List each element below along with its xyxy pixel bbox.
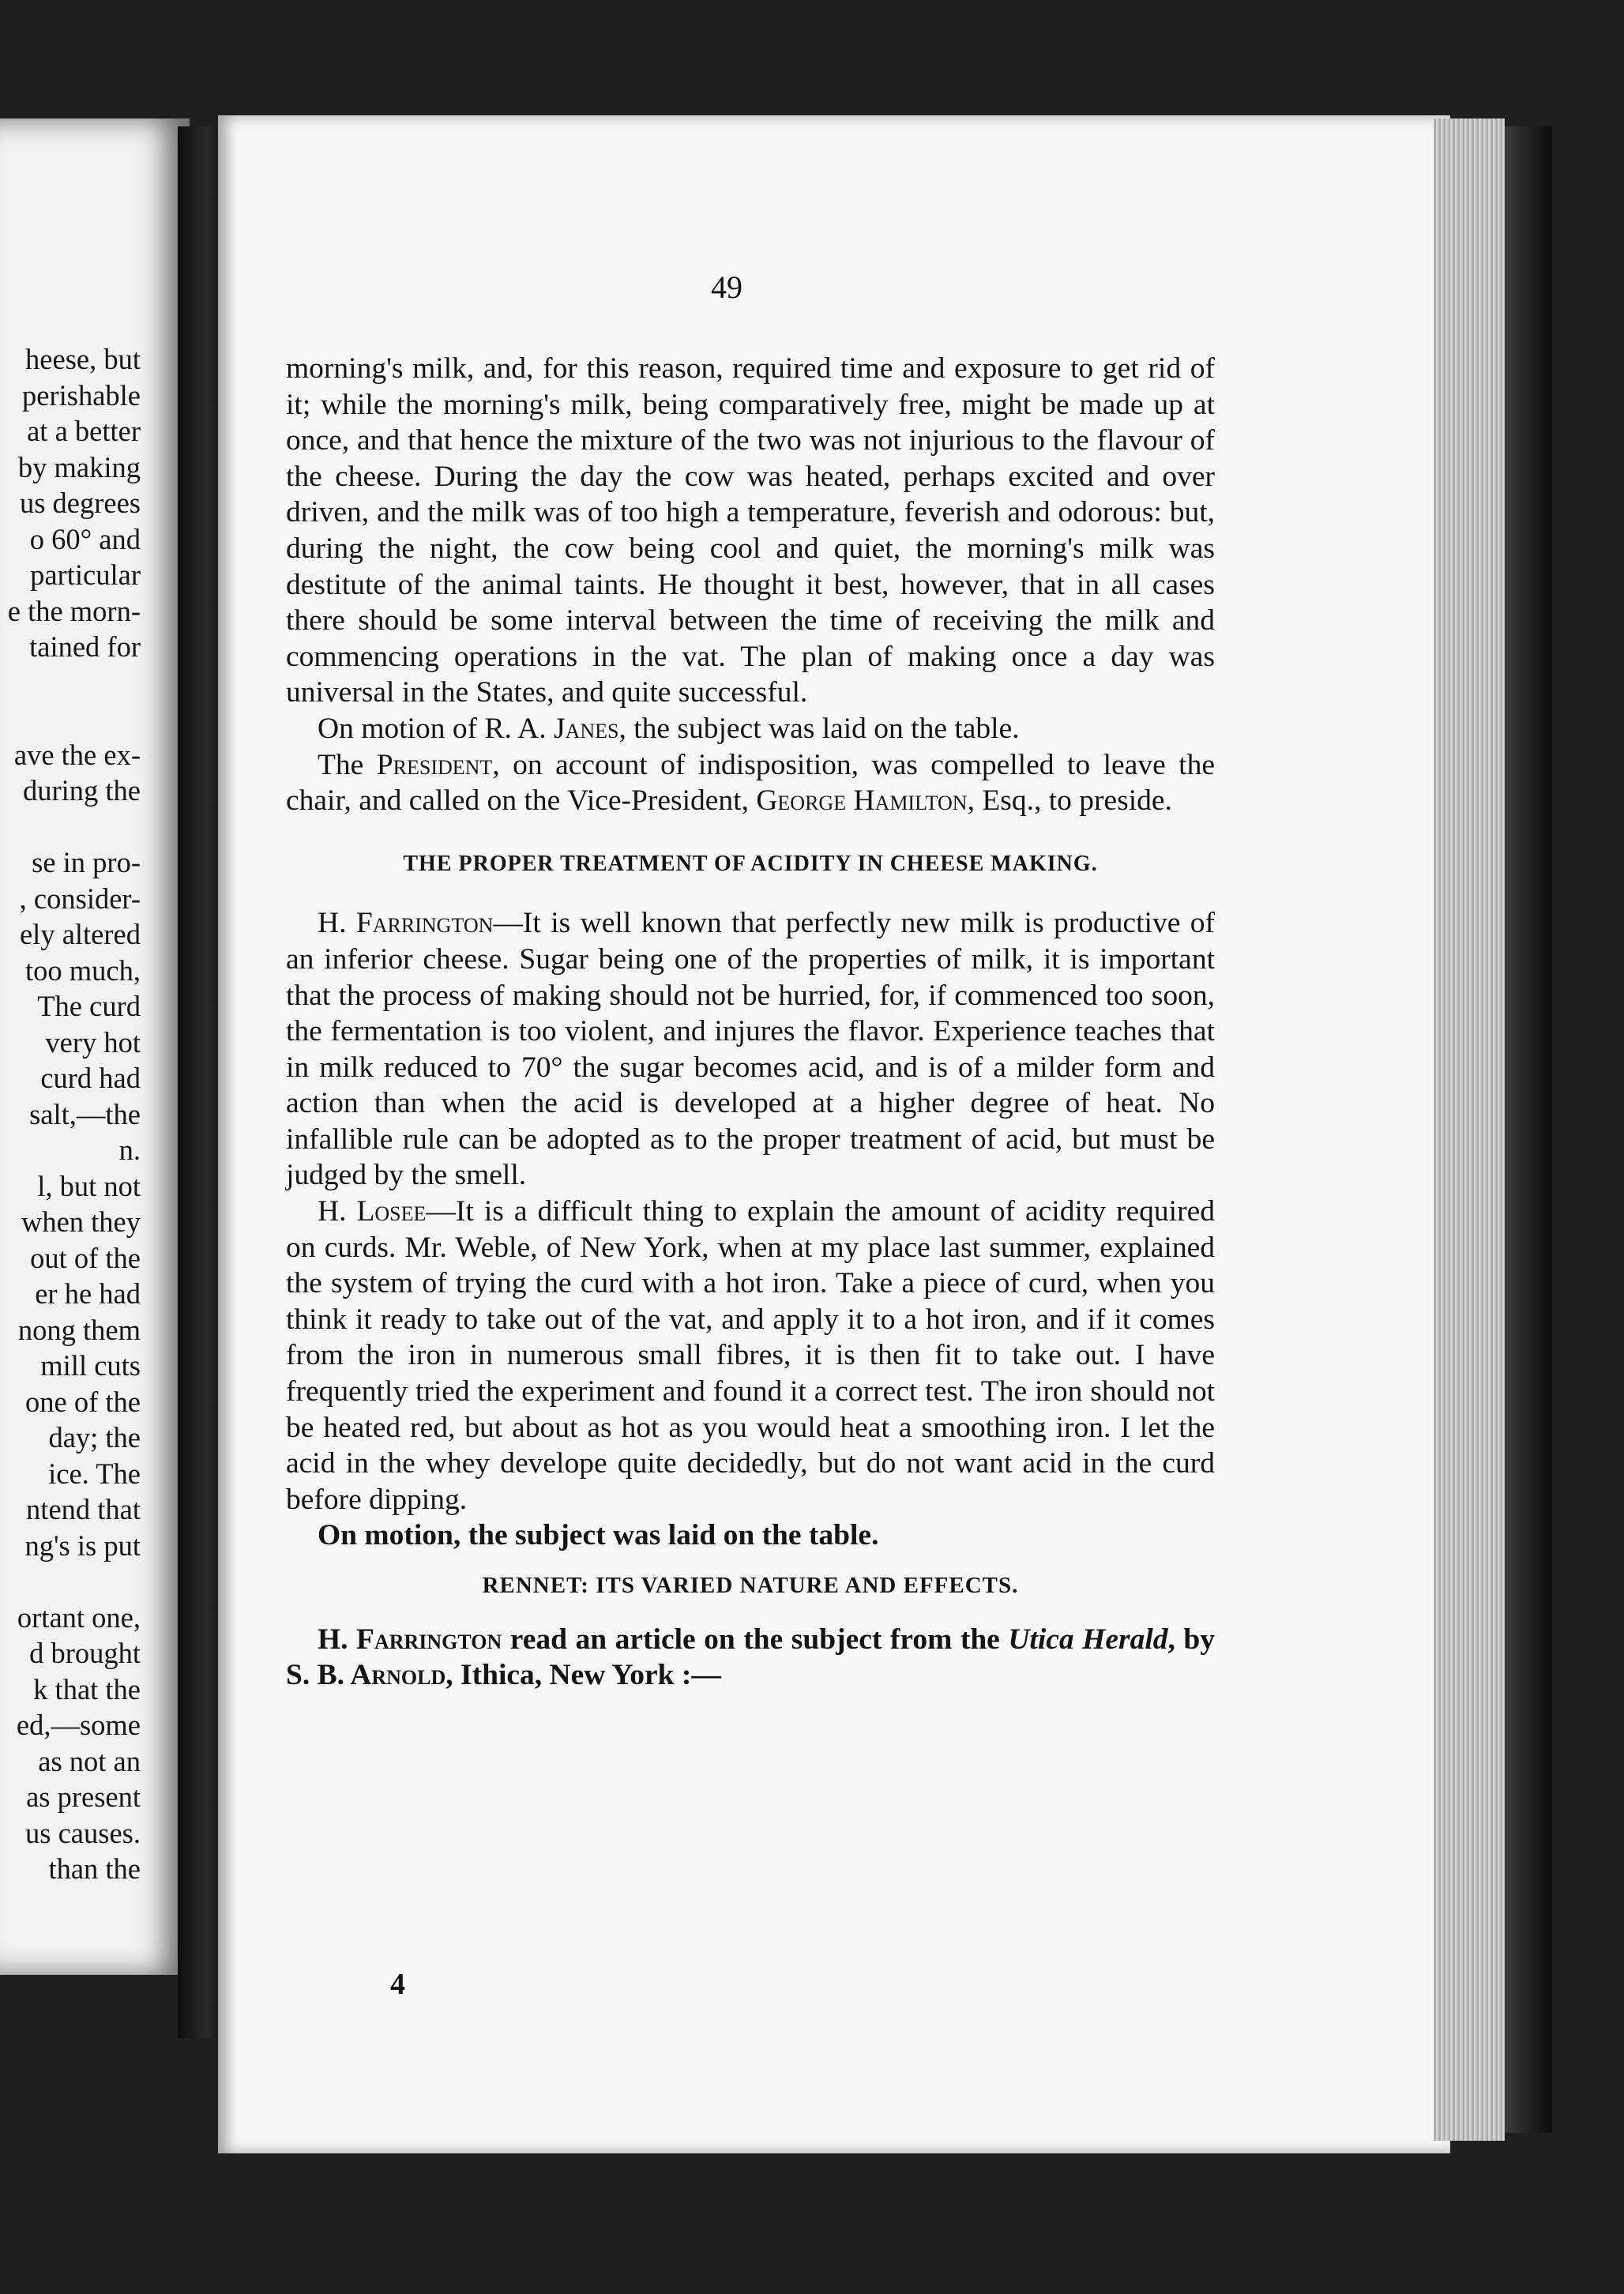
left-page-line: se in pro- [32, 846, 141, 878]
paragraph-motion: On motion, the subject was laid on the table. [318, 1519, 879, 1552]
speaker-name: S. B. Arnold [286, 1659, 446, 1692]
left-page-line: by making [17, 450, 141, 483]
left-page-line: perishable [22, 378, 141, 412]
left-page-line: ntend that [26, 1493, 141, 1525]
left-page-line: very hot [45, 1025, 141, 1059]
paragraph-losee: H. Losee—It is a difficult thing to explain the amount of acidity required on curds. Mr. Weble, of New York, when at my place last summer, explained the system of trying the curd with a hot iron. Take a piece of curd, when you think it ready to take out of the vat, and apply it to a hot iron, and if it comes from the iron in numerous small fibres, it is then fit to take out. I have frequently tried the experiment and found it a correct test. The iron should not be heated red, but about as hot as you would heat a smoothing iron. I let the acid in the whey develope quite decidedly, but do not want acid in the curd before dipping. [286, 1195, 1215, 1516]
left-page-line: too much, [25, 953, 141, 987]
signature-mark: 4 [390, 1968, 405, 2001]
left-page-line: us causes. [25, 1816, 141, 1849]
left-page-line: n. [118, 1134, 141, 1166]
left-page-line: e the morn- [7, 594, 141, 627]
left-page-line: salt,—the [29, 1097, 141, 1130]
paragraph-farrington: H. Farrington—It is well known that perfectly new milk is productive of an inferior cheese. Sugar being one of the properties of milk, it is important that the process of making should not be hurried, for, if commenced too soon, the fermentation is too violent, and injures the flavor. Experience teaches that in milk reduced to 70° the sugar becomes acid, and is of a milder form and action than when the acid is developed at a higher degree of heat. No infallible rule can be adopted as to the proper treatment of acid, but must be judged by the smell. [286, 907, 1215, 1192]
left-page-line: ice. The [48, 1457, 141, 1490]
left-page-line: ely altered [19, 918, 141, 950]
left-page-line [0, 1563, 141, 1600]
speaker-name: H. Farrington [318, 907, 494, 940]
paragraph-motion-janes: On motion of R. A. Janes, the subject was laid on the table. [318, 712, 1020, 745]
left-page-line: mill cuts [40, 1349, 141, 1382]
left-page-line: us degrees [19, 487, 141, 519]
left-page-line: curd had [40, 1062, 141, 1094]
left-page-line [0, 665, 141, 701]
left-page-line: , consider- [19, 882, 141, 915]
page-body [286, 351, 1215, 1694]
paragraph-continuation: morning's milk, and, for this reason, required time and exposure to get rid of it; while the morning's milk, being comparatively free, might be made up at once, and that hence the mixture of the two was not injurious to the flavour of the cheese. During the day the cow was heated, perhaps excited and over driven, and the milk was of too high a temperature, feverish and odorous: but, during the night, the cow being cool and quiet, the morning's milk was destitute of the animal taints. He thought it best, however, that in all cases there should be some interval between the time of receiving the milk and commencing operations in the vat. The plan of making once a day was universal in the States, and quite successful. [286, 352, 1215, 709]
left-page-line: d brought [29, 1637, 141, 1669]
paragraph-farrington-rennet: H. Farrington read an article on the subject from the Utica Herald, by S. B. Arnold, Ithica, New York :— [286, 1623, 1215, 1692]
speaker-name: George Hamilton [756, 784, 968, 818]
left-page-line: particular [30, 558, 141, 591]
left-page-line: er he had [35, 1277, 141, 1310]
speaker-name: H. Losee [318, 1195, 427, 1228]
left-page-text-fragments [0, 341, 141, 1887]
speaker-name: President [376, 748, 493, 781]
left-page-line: day; the [48, 1421, 141, 1453]
left-page-line: The curd [37, 990, 141, 1022]
left-page-line [0, 701, 141, 737]
left-page-line: tained for [29, 630, 141, 663]
left-page-line [0, 809, 141, 845]
speaker-name: R. A. Janes [484, 712, 619, 745]
left-page-line: heese, but [25, 343, 141, 375]
left-page-line: when they [21, 1205, 141, 1238]
left-page-line: ave the ex- [13, 738, 141, 771]
left-page-line: ng's is put [24, 1529, 141, 1562]
left-page-line: k that the [33, 1672, 141, 1705]
left-page-line: during the [22, 774, 141, 807]
page-number: 49 [711, 269, 742, 305]
left-page-line: as present [26, 1781, 141, 1813]
left-page [0, 118, 190, 1975]
left-page-line: ed,—some [16, 1709, 141, 1741]
section-heading-rennet: RENNET: ITS VARIED NATURE AND EFFECTS. [482, 1573, 1019, 1598]
left-page-line: nong them [17, 1313, 141, 1346]
left-page-line: l, but not [37, 1169, 141, 1202]
left-page-line: o 60° and [29, 522, 141, 555]
section-heading-acidity: THE PROPER TREATMENT OF ACIDITY IN CHEESE MAKING. [403, 851, 1098, 876]
left-page-line: at a better [27, 415, 141, 447]
speaker-name: H. Farrington [318, 1623, 502, 1656]
left-page-line: as not an [38, 1744, 141, 1777]
paragraph-president: The President, on account of indisposition, was compelled to leave the chair, and called on the Vice-President, George Hamilton, Esq., to preside. [286, 748, 1215, 818]
publication-title: Utica Herald [1008, 1623, 1168, 1656]
left-page-line: ortant one, [17, 1600, 141, 1634]
page-edges [1434, 118, 1505, 2141]
left-page-line: than the [48, 1852, 141, 1885]
left-page-line: one of the [25, 1385, 141, 1418]
left-page-line: out of the [30, 1241, 141, 1274]
book-cover-edge [1505, 126, 1552, 2133]
